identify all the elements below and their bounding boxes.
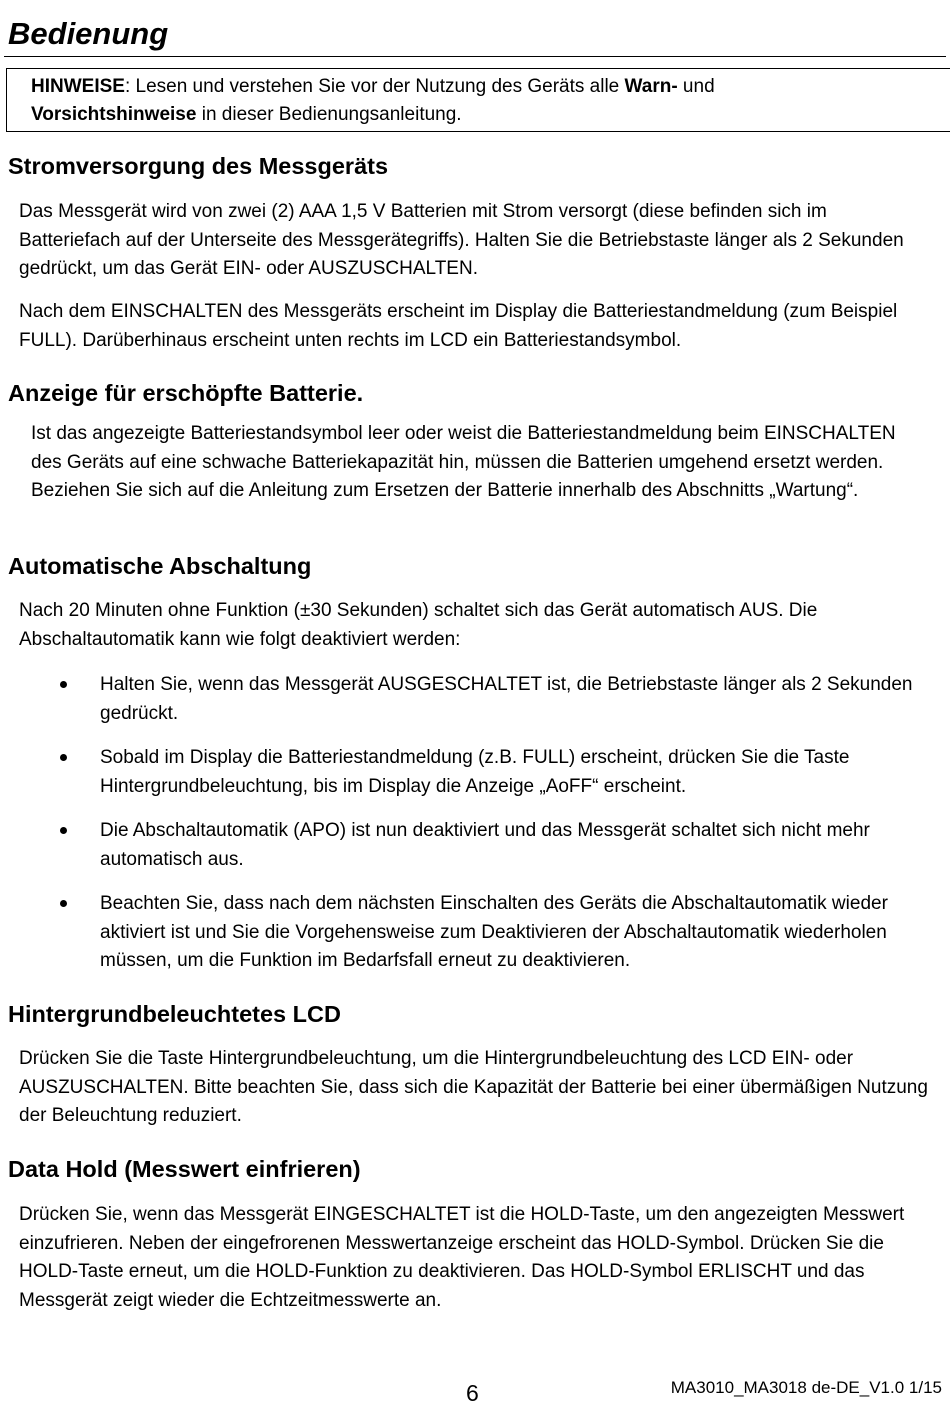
notice-text-3: in dieser Bedienungsanleitung. [196, 104, 462, 125]
notice-bold-warn: Warn- [624, 76, 678, 97]
notice-box [6, 68, 950, 132]
paragraph-low-battery: Ist das angezeigte Batteriestandsymbol leer oder weist die Batteriestandmeldung beim EINSCHALTEN des Geräts auf eine schwache Batteriekapazität hin, müssen die Batterien umgehend ersetzt werden. Beziehen Sie sich auf die Anleitung zum Ersetzen der Batterie innerhalb des Abschnitts „Wartung“. [31, 423, 896, 501]
page-number: 6 [466, 1380, 479, 1406]
paragraph-backlight: Drücken Sie die Taste Hintergrundbeleuchtung, um die Hintergrundbeleuchtung des LCD EIN- oder AUSZUSCHALTEN. Bitte beachten Sie, dass sich die Kapazität der Batterie bei einer übermäßigen Nutzung der Beleuchtung reduziert. [19, 1048, 928, 1126]
paragraph-power-on-display: Nach dem EINSCHALTEN des Messgeräts erscheint im Display die Batteriestandmeldung (zum Beispiel FULL). Darüberhinaus erscheint unten rechts im LCD ein Batteriestandsymbol. [19, 301, 898, 351]
heading-low-battery: Anzeige für erschöpfte Batterie. [8, 380, 364, 406]
title-divider [4, 56, 946, 57]
bullet-icon [60, 827, 67, 834]
heading-power-supply: Stromversorgung des Messgeräts [8, 153, 389, 179]
heading-backlight: Hintergrundbeleuchtetes LCD [8, 1001, 341, 1027]
heading-data-hold: Data Hold (Messwert einfrieren) [8, 1156, 361, 1182]
notice-bold-caution: Vorsichtshinweise [31, 104, 197, 125]
paragraph-auto-power-off: Nach 20 Minuten ohne Funktion (±30 Sekunden) schaltet sich das Gerät automatisch AUS. Die Abschaltautomatik kann wie folgt deaktiviert werden: [19, 600, 818, 650]
paragraph-data-hold: Drücken Sie, wenn das Messgerät EINGESCHALTET ist die HOLD-Taste, um den angezeigten Messwert einzufrieren. Neben der eingefrorenen Messwertanzeige erscheint das HOLD-Symbol. Drücken Sie die HOLD-Taste erneut, um die HOLD-Funktion zu deaktivieren. Das HOLD-Symbol ERLISCHT und das Messgerät zeigt wieder die Echtzeitmesswerte an. [19, 1204, 905, 1311]
bullet-icon [60, 754, 67, 761]
notice-text-1: : Lesen und verstehen Sie vor der Nutzung des Geräts alle [124, 76, 625, 97]
bullet-icon [60, 681, 67, 688]
list-item-text: Sobald im Display die Batteriestandmeldung (z.B. FULL) erscheint, drücken Sie die Taste Hintergrundbeleuchtung, bis im Display die Anzeige „AoFF“ erscheint. [100, 747, 850, 797]
list-item-text: Halten Sie, wenn das Messgerät AUSGESCHALTET ist, die Betriebstaste länger als 2 Sekunden gedrückt. [100, 674, 913, 724]
notice-label: HINWEISE [31, 76, 125, 97]
paragraph-power-supply: Das Messgerät wird von zwei (2) AAA 1,5 V Batterien mit Strom versorgt (diese befinden sich im Batteriefach auf der Unterseite des Messgerätegriffs). Halten Sie die Betriebstaste länger als 2 Sekunden gedrückt, um das Gerät EIN- oder AUSZUSCHALTEN. [19, 201, 904, 279]
bullet-icon [60, 900, 67, 907]
notice-text-2: und [677, 76, 715, 97]
list-item-text: Die Abschaltautomatik (APO) ist nun deaktiviert und das Messgerät schaltet sich nicht mehr automatisch aus. [100, 820, 870, 870]
document-id: MA3010_MA3018 de-DE_V1.0 1/15 [670, 1378, 942, 1397]
page-title: Bedienung [8, 16, 169, 51]
list-item-text: Beachten Sie, dass nach dem nächsten Einschalten des Geräts die Abschaltautomatik wieder aktiviert ist und Sie die Vorgehensweise zum Deaktivieren der Abschaltautomatik wiederholen müssen, um die Funktion im Bedarfsfall erneut zu deaktivieren. [100, 893, 888, 971]
heading-auto-power-off: Automatische Abschaltung [8, 553, 312, 579]
